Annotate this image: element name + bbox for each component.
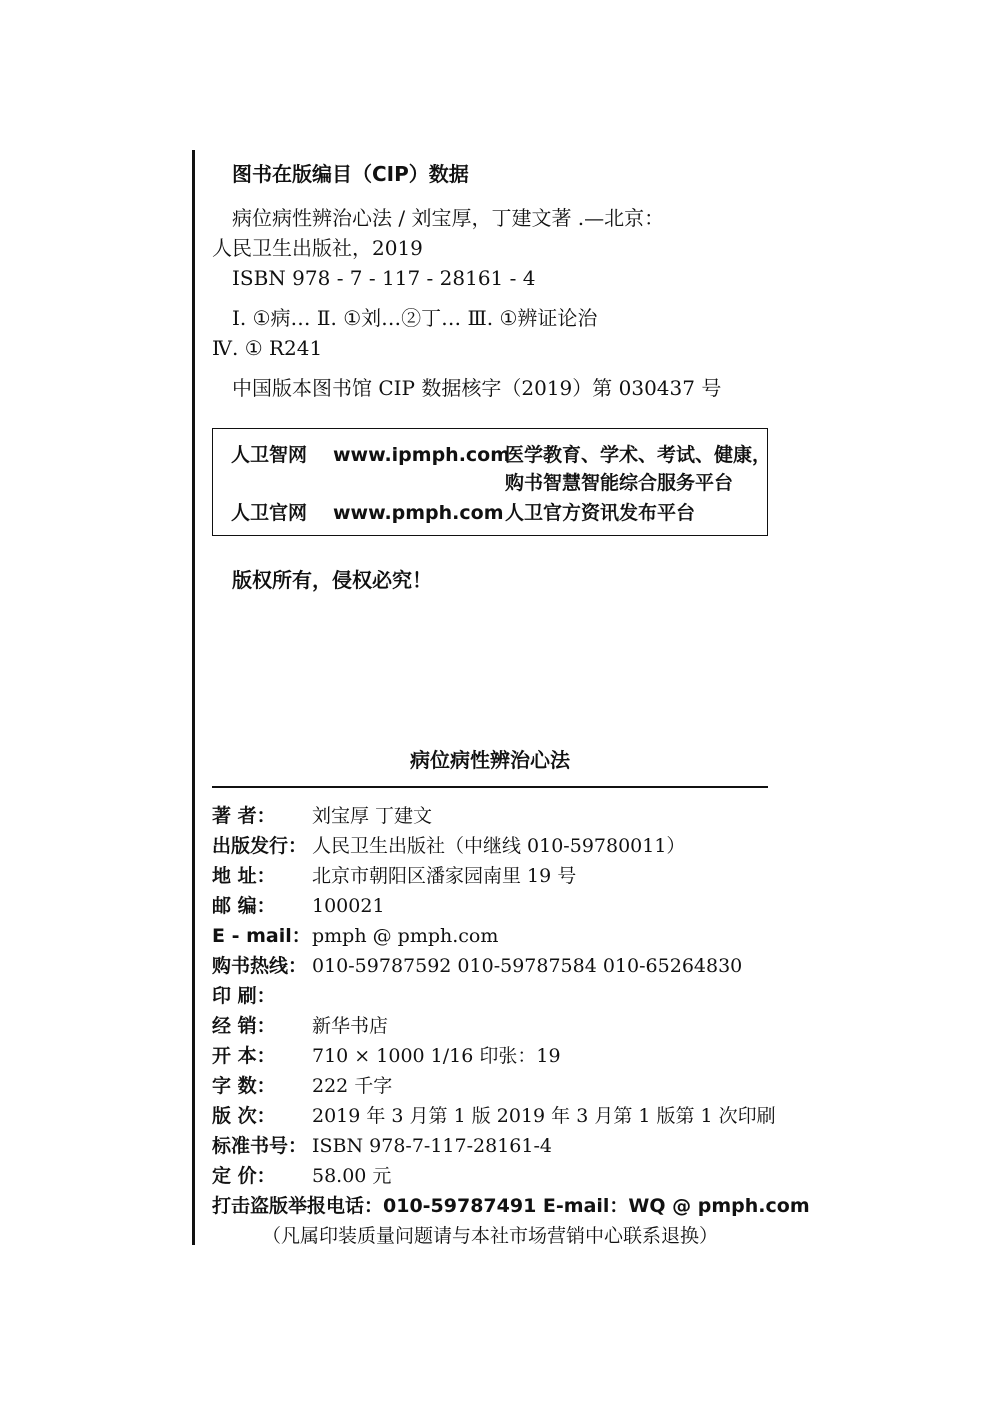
detail-label: 开 本： <box>212 1045 276 1067</box>
detail-label: 标准书号： <box>212 1135 308 1157</box>
detail-label: 版 次： <box>212 1105 276 1127</box>
detail-row-printer <box>212 982 772 1010</box>
detail-row-wordcount <box>212 1072 772 1100</box>
detail-value: 010-59787592 010-59787584 010-65264830 <box>312 955 743 977</box>
detail-label: 著 者： <box>212 805 276 827</box>
detail-label: 地 址： <box>212 865 276 887</box>
cip-core-number: 中国版本图书馆 CIP 数据核字（2019）第 030437 号 <box>232 376 722 400</box>
detail-row-isbn <box>212 1132 772 1160</box>
detail-value: 2019 年 3 月第 1 版 2019 年 3 月第 1 版第 1 次印刷 <box>312 1105 776 1127</box>
detail-label: 经 销： <box>212 1015 276 1037</box>
website-name-ipmph: 人卫智网 <box>231 444 308 466</box>
detail-row-distributor <box>212 1012 772 1040</box>
return-note: （凡属印装质量问题请与本社市场营销中心联系退换） <box>261 1225 718 1247</box>
detail-label: 邮 编： <box>212 895 276 917</box>
website-desc-pmph: 人卫官方资讯发布平台 <box>505 502 696 524</box>
detail-row-postcode <box>212 892 772 920</box>
detail-row-author <box>212 802 772 830</box>
detail-value: 100021 <box>312 895 385 917</box>
detail-value: 222 千字 <box>312 1075 393 1097</box>
cip-classification-1: Ⅰ. ①病… Ⅱ. ①刘…②丁… Ⅲ. ①辨证论治 <box>232 306 598 330</box>
margin-rule <box>192 150 195 1245</box>
detail-value: 刘宝厚 丁建文 <box>312 805 433 827</box>
detail-row-publisher <box>212 832 772 860</box>
anti-piracy-line: 打击盗版举报电话：010-59787491 E-mail：WQ @ pmph.com <box>212 1195 810 1217</box>
detail-label: 定 价： <box>212 1165 276 1187</box>
detail-value: 58.00 元 <box>312 1165 392 1187</box>
copyright-notice: 版权所有，侵权必究！ <box>232 568 432 592</box>
detail-value: 北京市朝阳区潘家园南里 19 号 <box>312 865 577 887</box>
detail-label: 字 数： <box>212 1075 276 1097</box>
detail-value: 710 × 1000 1/16 印张：19 <box>312 1045 561 1067</box>
detail-value: 新华书店 <box>312 1015 389 1037</box>
detail-row-edition <box>212 1102 776 1130</box>
website-name-pmph: 人卫官网 <box>231 502 308 524</box>
website-desc-ipmph-2: 购书智慧智能综合服务平台 <box>505 472 734 494</box>
detail-row-email <box>212 922 772 950</box>
cip-line-1: 病位病性辨治心法 / 刘宝厚，丁建文著 .—北京： <box>232 206 665 230</box>
detail-row-format <box>212 1042 772 1070</box>
cip-classification-2: Ⅳ. ① R241 <box>212 336 323 360</box>
title-divider <box>212 786 768 788</box>
detail-value[interactable]: pmph @ pmph.com <box>312 925 499 947</box>
detail-value: ISBN 978-7-117-28161-4 <box>312 1135 552 1157</box>
detail-row-address <box>212 862 772 890</box>
detail-label: E - mail： <box>212 925 311 947</box>
detail-value: 人民卫生出版社（中继线 010-59780011） <box>312 835 686 857</box>
website-desc-ipmph-1: 医学教育、学术、考试、健康， <box>505 444 772 466</box>
detail-row-hotline <box>212 952 772 980</box>
detail-row-price <box>212 1162 772 1190</box>
website-url-pmph[interactable]: www.pmph.com <box>333 502 504 524</box>
cip-heading: 图书在版编目（CIP）数据 <box>232 162 469 186</box>
websites-box <box>212 428 772 536</box>
detail-label: 出版发行： <box>212 835 308 857</box>
book-title: 病位病性辨治心法 <box>410 748 570 772</box>
detail-label: 购书热线： <box>212 955 308 977</box>
website-url-ipmph[interactable]: www.ipmph.com <box>333 444 511 466</box>
cip-isbn: ISBN 978 - 7 - 117 - 28161 - 4 <box>232 266 536 290</box>
cip-line-2: 人民卫生出版社，2019 <box>212 236 423 260</box>
detail-label: 印 刷： <box>212 985 276 1007</box>
